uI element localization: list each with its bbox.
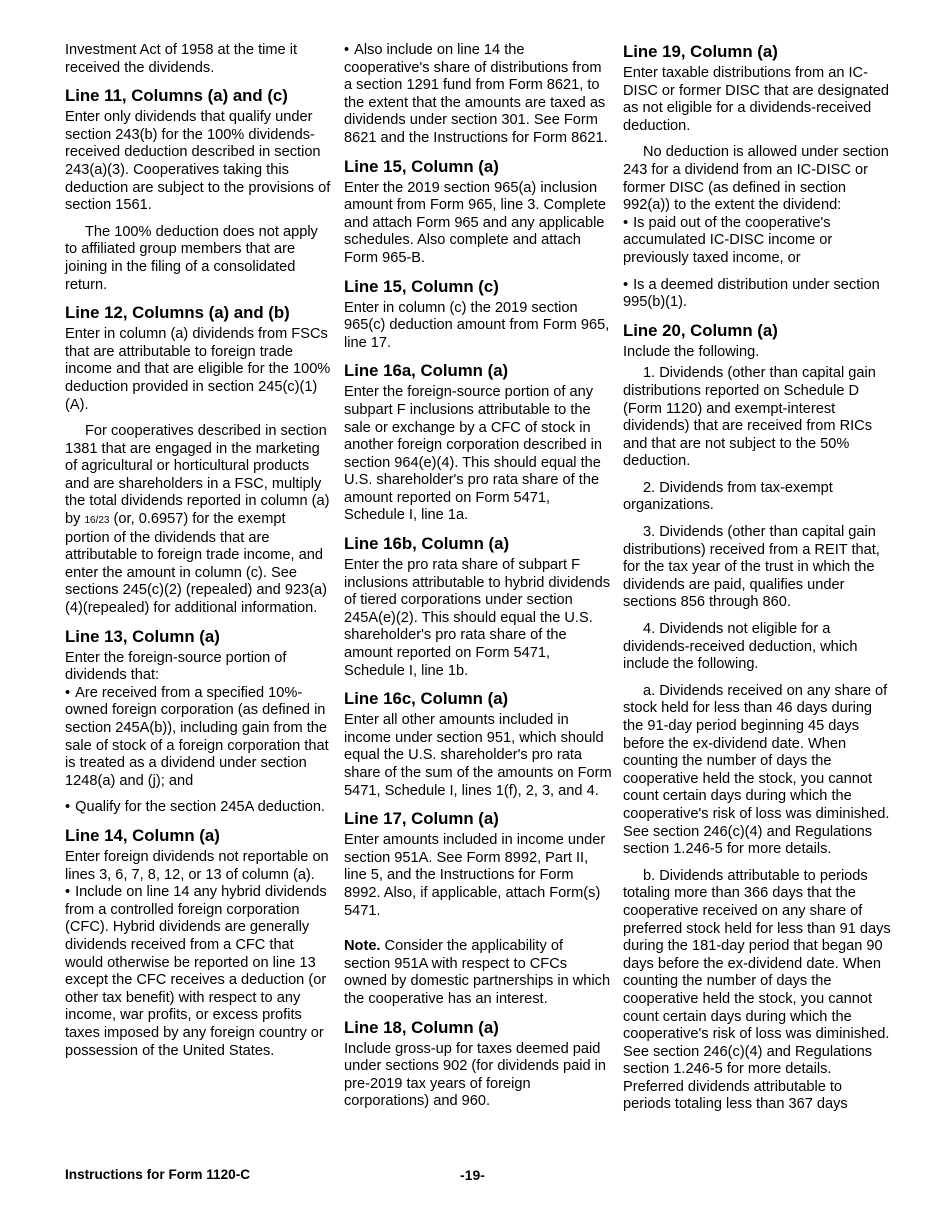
heading-line-17: Line 17, Column (a): [344, 809, 499, 829]
line-14-paragraph: Enter foreign dividends not reportable on lines 3, 6, 7, 8, 12, or 13 of column (a).: [65, 848, 329, 883]
list-item-4: 4. Dividends not eligible for a dividends-received deduction, which include the following.: [623, 621, 858, 673]
column-3: [623, 42, 891, 1123]
line-13-bullet-2: • Qualify for the section 245A deduction.: [65, 799, 333, 817]
line-14-bullet-2: • Also include on line 14 the cooperative's share of distributions from a section 1291 fund from Form 8621, to the extent that the amounts are taxed as dividends under section 301. See Form 8621 and the Instructions for Form 8621.: [344, 42, 612, 148]
line-16b-paragraph: Enter the pro rata share of subpart F inclusions attributable to hybrid dividends of tiered corporations under section 245A(e)(2). This should equal the U.S. shareholder's pro rata share of the amount reported on Form 5471, Schedule I, line 1b.: [344, 557, 611, 679]
line-16c-paragraph: Enter all other amounts included in income under section 951, which should equal the U.S. shareholder's pro rata share of the sum of the amounts on Form 5471, Schedule I, lines 1(f), 2, 3, and 4.: [344, 712, 612, 799]
line-11-paragraph-2: The 100% deduction does not apply to affiliated group members that are joining in the filing of a consolidated return.: [65, 223, 318, 293]
footer-form-title: Instructions for Form 1120-C: [65, 1167, 251, 1182]
list-item-b: b. Dividends attributable to periods totaling more than 366 days that the cooperative received on any share of preferred stock held for less than 91 days during the 181-day period that began 90 days before the ex-dividend date. When counting the number of days the cooperative held the stock, you cannot count certain days during which the cooperative's risk of loss was diminished. See section 246(c)(4) and Regulations section 1.246-5 for more details. Preferred dividends attributable to periods totaling less than 367 days: [623, 867, 891, 1113]
line-13-paragraph: Enter the foreign-source portion of dividends that:: [65, 649, 287, 684]
heading-line-20: Line 20, Column (a): [623, 320, 778, 340]
note-label: Note.: [344, 938, 381, 955]
page-number: -19-: [460, 1167, 485, 1183]
heading-line-19: Line 19, Column (a): [623, 42, 778, 61]
heading-line-12: Line 12, Columns (a) and (b): [65, 303, 290, 323]
heading-line-18: Line 18, Column (a): [344, 1017, 499, 1037]
column-1: [65, 42, 333, 1069]
line-12-paragraph-2: [65, 423, 333, 618]
list-item-3: 3. Dividends (other than capital gain distributions) received from a REIT that, for the tax year of the trust in which the dividends are paid, qualifies under sections 856 through 860.: [623, 524, 880, 611]
heading-line-15c: Line 15, Column (c): [344, 276, 499, 296]
fraction: 16/23: [84, 515, 110, 527]
line-11-paragraph-1: Enter only dividends that qualify under section 243(b) for the 100% dividends-received deduction described in section 243(a)(3). Cooperatives taking this deduction are subject to the provisions of section 1561.: [65, 109, 331, 214]
line-14-bullet-1: • Include on line 14 any hybrid dividends from a controlled foreign corporation (CFC). Hybrid dividends are generally dividends received from a CFC that would otherwise be reported on line 13 except the CFC receives a deduction (or other tax benefit) with respect to any income, war profits, or excess profits taxes imposed by any foreign country or possession of the United States.: [65, 884, 333, 1060]
heading-line-11: Line 11, Columns (a) and (c): [65, 86, 288, 106]
list-item-2: 2. Dividends from tax-exempt organizations.: [623, 479, 833, 514]
heading-line-16a: Line 16a, Column (a): [344, 361, 509, 381]
line-19-bullet-1: • Is paid out of the cooperative's accumulated IC-DISC income or previously taxed income, or: [623, 215, 891, 268]
list-item-a: a. Dividends received on any share of stock held for less than 46 days during the 91-day period beginning 45 days before the ex-dividend date. When counting the number of days the cooperative held the stock, you cannot count certain days during which the cooperative's risk of loss was diminished. See section 246(c)(4) and Regulations section 1.246-5 for more details.: [623, 682, 890, 858]
line-16a-paragraph: Enter the foreign-source portion of any subpart F inclusions attributable to the sale or exchange by a CFC of stock in another foreign corporation described in section 964(e)(4). This should equal the U.S. shareholder's pro rata share of the amount reported on Form 5471, Schedule I, line 1a.: [344, 384, 602, 524]
line-12-text-part-2: (or, 0.6957) for the exempt portion of the dividends that are attributable to foreign trade income, and enter the amount in column (c). See sections 245(c)(2) (repealed) and 923(a)(4)(repealed) for additional information.: [65, 511, 328, 617]
line-19-paragraph-2: No deduction is allowed under section 243 for a dividend from an IC-DISC or former DISC (as defined in section 992(a)) to the extent the dividend:: [623, 144, 889, 214]
heading-line-16b: Line 16b, Column (a): [344, 534, 510, 554]
line-15c-paragraph: Enter in column (c) the 2019 section 965(c) deduction amount from Form 965, line 17.: [344, 299, 610, 351]
line-12-paragraph-1: Enter in column (a) dividends from FSCs that are attributable to foreign trade income and that are eligible for the 100% deduction provided in section 245(c)(1)(A).: [65, 326, 331, 413]
heading-line-16c: Line 16c, Column (a): [344, 689, 509, 709]
heading-line-13: Line 13, Column (a): [65, 626, 220, 646]
line-19-paragraph-1: Enter taxable distributions from an IC-DISC or former DISC that are designated as not eligible for a dividends-received deduction.: [623, 65, 890, 134]
heading-line-15a: Line 15, Column (a): [344, 156, 499, 176]
list-item-1: 1. Dividends (other than capital gain distributions reported on Schedule D (Form 1120) and exempt-interest dividends) that are received from RICs and that are not subject to the 50% deduction.: [623, 365, 876, 470]
line-19-bullet-2: • Is a deemed distribution under section 995(b)(1).: [623, 277, 891, 312]
line-13-bullet-1: • Are received from a specified 10%-owned foreign corporation (as defined in section 245A(b)), including gain from the sale of stock of a foreign corporation that is treated as a dividend under section 1248(a) and (j); and: [65, 685, 333, 791]
note-paragraph: [344, 938, 612, 1008]
line-12-text-part-1: For cooperatives described in section 1381 that are engaged in the marketing of agricultural or horticultural products and are shareholders in a FSC, multiply the total dividends reported in column (a) by: [65, 423, 330, 528]
column-2: [344, 42, 612, 1120]
note-text: Consider the applicability of section 951A with respect to CFCs owned by domestic partnerships in which the cooperative has an interest.: [344, 938, 611, 1007]
intro-paragraph: Investment Act of 1958 at the time it received the dividends.: [65, 42, 298, 76]
line-18-paragraph: Include gross-up for taxes deemed paid under sections 902 (for dividends paid in pre-2019 tax years of foreign corporations) and 960.: [344, 1040, 607, 1110]
line-15a-paragraph: Enter the 2019 section 965(a) inclusion amount from Form 965, line 3. Complete and attach Form 965 and any applicable schedules. Also complete and attach Form 965-B.: [344, 179, 606, 266]
heading-line-14: Line 14, Column (a): [65, 825, 220, 845]
line-20-paragraph: Include the following.: [623, 343, 760, 360]
line-17-paragraph: Enter amounts included in income under section 951A. See Form 8992, Part II, line 5, and the Instructions for Form 8992. Also, if applicable, attach Form(s) 5471.: [344, 832, 606, 919]
